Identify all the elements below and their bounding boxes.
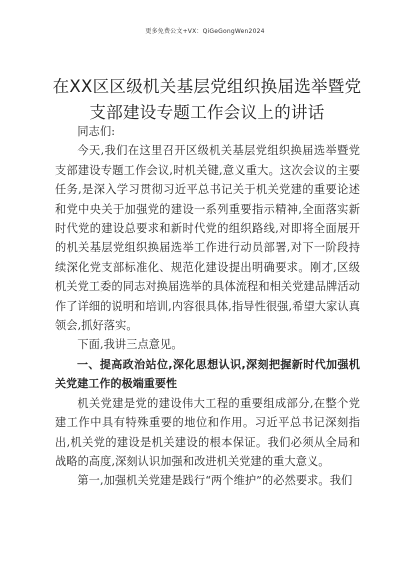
document-title: 在XX区区级机关基层党组织换届选举暨党支部建设专题工作会议上的讲话 — [52, 77, 362, 122]
body-paragraph: 第一,加强机关党建是践行“两个维护”的必然要求。我们 — [77, 474, 353, 488]
body-paragraph: 机关党建是党的建设伟大工程的重要组成部分,在整个党建工作中具有特殊重要的地位和作用。习近平总书记深刻指出,机关党的建设是机关建设的根本保证。我们必须从全局和战略的高度,深刻认识加强和改进机关党建的重大意义。 — [55, 396, 360, 468]
section-heading: 一、提高政治站位,深化思想认识,深刻把握新时代加强机关党建工作的极端重要性 — [55, 357, 360, 391]
body-paragraph: 下面,我讲三点意见。 — [77, 338, 183, 352]
body-paragraph: 今天,我们在这里召开区级机关基层党组织换届选举暨党支部建设专题工作会议,时机关键,意义重大。这次会议的主要任务,是深入学习贯彻习近平总书记关于机关党建的重要论述和党中央关于加强党的建设一系列重要指示精神,全面落实新时代党的建设总要求和新时代党的组织路线,对即将全面展开的机关基层党组织换届选举工作进行动员部署,对下一阶段持续深化党支部标准化、规范化建设提出明确要求。刚才,区级机关党工委的同志对换届选举的具体流程和相关党建品牌活动作了详细的说明和培训,内容很具体,指导性很强,希望大家认真领会,抓好落实。 — [55, 144, 360, 333]
document-body — [55, 122, 360, 491]
salutation: 同志们: — [77, 125, 116, 138]
header-note: 更多免费公文+VX：QiGeGongWen2024 — [145, 28, 265, 35]
